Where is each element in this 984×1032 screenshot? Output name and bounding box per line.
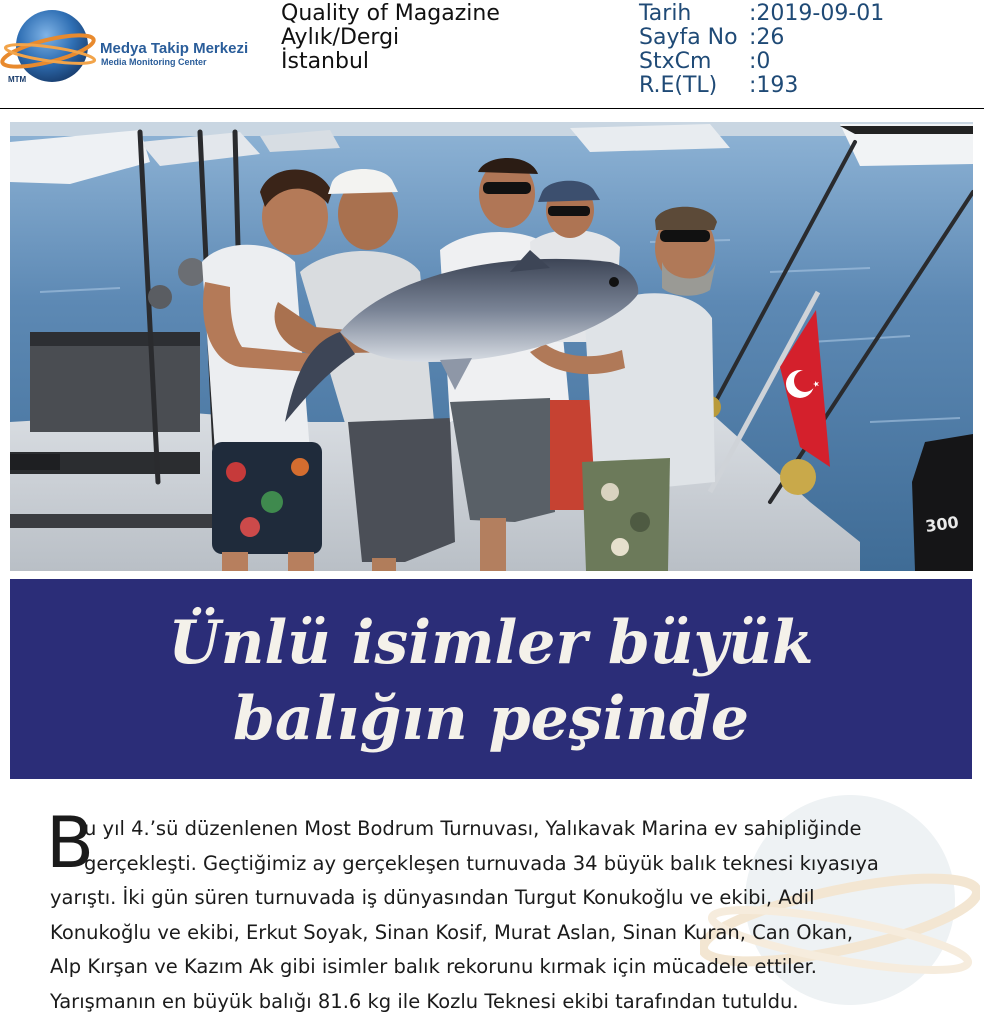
article-line: u yıl 4.’sü düzenlenen Most Bodrum Turnuvası, Yalıkavak Marina ev sahipliğinde <box>84 817 862 840</box>
headline-banner <box>10 579 972 779</box>
meta-row-page <box>639 26 884 50</box>
publication-name: Quality of Magazine <box>281 1 500 26</box>
drop-cap: B <box>46 802 95 884</box>
meta-value: :0 <box>749 49 771 74</box>
publication-info <box>281 2 500 74</box>
article-line: Konukoğlu ve ekibi, Erkut Soyak, Sinan Kosif, Murat Aslan, Sinan Kuran, Can Okan, <box>50 920 854 944</box>
meta-value: :26 <box>749 25 785 50</box>
meta-label: R.E(TL) <box>639 73 718 98</box>
article-line: Alp Kırşan ve Kazım Ak gibi isimler balık rekorunu kırmak için mücadele ettiler. <box>50 955 817 978</box>
meta-row-stxcm <box>639 50 884 74</box>
meta-value: :2019-09-01 <box>749 1 885 26</box>
header-divider <box>0 108 984 109</box>
meta-label: StxCm <box>639 49 712 74</box>
publication-frequency: Aylık/Dergi <box>281 25 400 50</box>
article-line: gerçekleşti. Geçtiğimiz ay gerçekleşen turnuvada 34 büyük balık teknesi kıyasıya <box>84 851 879 875</box>
article-line: yarıştı. İki gün süren turnuvada iş dünyasından Turgut Konukoğlu ve ekibi, Adil <box>50 886 815 909</box>
headline-line-1: Ünlü isimler büyük <box>168 608 814 678</box>
clipping-meta <box>639 2 884 98</box>
meta-label: Tarih <box>639 1 692 26</box>
headline <box>10 605 972 757</box>
mtm-globe-logo-icon <box>0 4 100 86</box>
article-body <box>50 812 970 1019</box>
publication-city: İstanbul <box>281 49 370 74</box>
logo-title: Medya Takip Merkezi <box>100 40 249 57</box>
clipping-header <box>0 0 984 110</box>
meta-row-date <box>639 2 884 26</box>
headline-line-2: balığın peşinde <box>232 684 750 754</box>
meta-label: Sayfa No <box>639 25 738 50</box>
meta-row-ad-value <box>639 74 884 98</box>
logo-mark-text: MTM <box>8 75 27 84</box>
logo-subtitle: Media Monitoring Center <box>101 57 207 67</box>
motor-label: 300 <box>924 512 960 536</box>
article-line: Yarışmanın en büyük balığı 81.6 kg ile Kozlu Teknesi ekibi tarafından tutuldu. <box>50 989 799 1013</box>
meta-value: :193 <box>749 73 799 98</box>
fishing-team-photo <box>10 122 973 571</box>
